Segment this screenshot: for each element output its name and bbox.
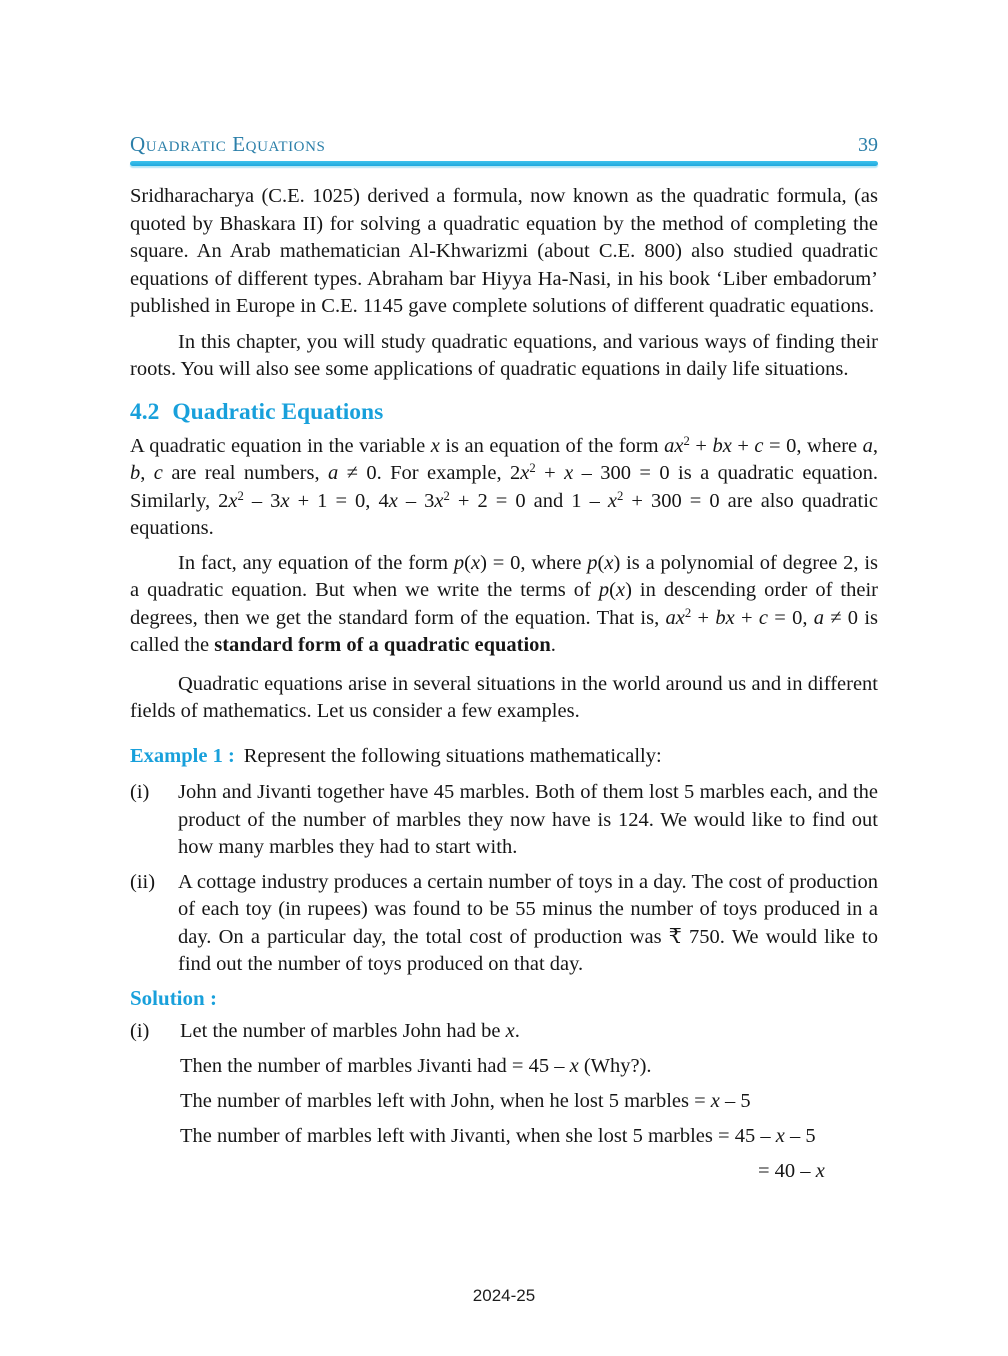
text-segment: x	[430, 434, 440, 457]
text-segment: p	[587, 551, 598, 574]
solution-block	[130, 1018, 878, 1185]
text-segment: +	[535, 462, 565, 484]
text-segment: x	[434, 489, 444, 512]
text-segment: c	[754, 434, 764, 457]
text-segment: – 3	[243, 489, 281, 512]
text-segment: x	[228, 489, 238, 512]
text-segment: x	[615, 579, 626, 601]
text-segment: + 2 = 0 and 1 –	[449, 489, 608, 512]
text-segment: ,	[140, 462, 154, 484]
text-segment: – 5	[719, 1089, 751, 1112]
solution-label: Solution :	[130, 985, 217, 1010]
text-segment: are real numbers,	[162, 462, 329, 484]
text-segment: – 3	[397, 489, 435, 512]
text-segment: ax	[665, 606, 685, 629]
text-segment: +	[691, 606, 716, 629]
text-segment: x	[470, 551, 481, 574]
list-item-ii-text: A cottage industry produces a certain number of toys in a day. The cost of production of each toy (in rupees) was found to be 55 minus the number of toys produced in a day. On a particular day, the total cost of production was ₹ 750. We would like to find out the number of toys produced on that day.	[178, 870, 878, 975]
text-segment: + 1 = 0, 4	[289, 489, 389, 512]
text-segment: ax	[664, 434, 684, 457]
text-segment: ≠ 0 is called the	[130, 606, 879, 656]
text-segment: x	[607, 489, 617, 512]
text-segment: b	[130, 462, 141, 484]
text-segment: x	[280, 489, 290, 512]
text-segment: x	[505, 1019, 515, 1042]
text-segment: is an equation of the form	[439, 434, 665, 457]
text-segment: (	[609, 579, 616, 601]
solution-line-4	[180, 1123, 878, 1150]
text-segment: 2	[529, 461, 536, 476]
text-segment: (	[464, 551, 471, 574]
section-title: Quadratic Equations	[172, 398, 384, 425]
header-rule	[130, 161, 878, 166]
example-item-ii	[130, 869, 878, 979]
text-segment: 2	[443, 488, 450, 503]
text-segment: = 40 –	[758, 1159, 816, 1182]
section-heading	[130, 399, 878, 426]
text-segment: ) = 0, where	[480, 551, 588, 574]
text-segment: = 0, where	[763, 434, 863, 457]
text-segment: a	[862, 434, 873, 457]
text-segment: (	[597, 551, 605, 574]
text-segment: – 300 = 0 is a quadratic equation. Similarly, 2	[130, 462, 879, 512]
text-segment: x	[815, 1159, 825, 1182]
text-segment: Then the number of marbles Jivanti had = 45 –	[180, 1054, 570, 1077]
solution-line-5	[180, 1158, 878, 1185]
text-segment: – 5	[784, 1124, 816, 1147]
text-segment: 2	[684, 605, 692, 620]
text-segment: a	[328, 462, 339, 484]
text-segment: c	[153, 462, 163, 484]
text-segment: x	[569, 1054, 579, 1077]
text-segment: Let the number of marbles John had be	[180, 1019, 506, 1042]
list-marker-i: (i)	[130, 781, 150, 803]
text-segment: .	[550, 634, 556, 656]
text-segment: In fact, any equation of the form	[178, 551, 454, 574]
page-header	[130, 0, 878, 157]
paragraph-history: Sridharacharya (C.E. 1025) derived a formula, now known as the quadratic formula, (as quoted by Bhaskara II) for solving a quadratic equation by the method of completing the square. An Arab mathematician Al-Khwarizmi (about C.E. 800) also studied quadratic equations of different types. Abraham bar Hiyya Ha-Nasi, in his book ‘Liber embadorum’ published in Europe in C.E. 1145 gave complete solutions of different quadratic equations.	[130, 185, 878, 317]
running-header-title: Quadratic Equations	[130, 132, 326, 156]
text-segment: p	[598, 579, 610, 601]
text-segment: c	[758, 606, 768, 629]
text-segment: ,	[872, 434, 879, 457]
text-segment: 2	[237, 488, 244, 503]
text-segment: x	[520, 462, 530, 484]
text-segment: x	[710, 1089, 720, 1112]
text-segment: +	[731, 434, 755, 457]
list-marker-ii: (ii)	[130, 870, 156, 893]
text-segment: x	[775, 1124, 785, 1147]
example-1-text: Represent the following situations mathematically:	[243, 744, 662, 767]
paragraph-definition	[130, 433, 878, 543]
text-segment: x	[604, 551, 614, 574]
solution-line-2	[180, 1053, 878, 1080]
text-segment: The number of marbles left with John, when he lost 5 marbles =	[180, 1089, 711, 1112]
text-segment: a	[813, 606, 824, 629]
solution-line-1	[180, 1018, 878, 1045]
text-segment: ) is a polynomial of degree 2, is a quadratic equation. But when we write the terms of	[130, 551, 878, 601]
text-segment: bx	[712, 434, 732, 457]
text-segment: (Why?).	[578, 1054, 652, 1077]
text-segment: .	[514, 1019, 520, 1042]
example-1-label: Example 1 :	[130, 744, 235, 767]
text-segment: bx	[715, 606, 735, 629]
paragraph-applications: Quadratic equations arise in several situations in the world around us and in different fields of mathematics. Let us consider a few examples.	[130, 672, 878, 722]
text-segment: The number of marbles left with Jivanti, when she lost 5 marbles = 45 –	[180, 1124, 776, 1147]
paragraph-chapter-overview: In this chapter, you will study quadratic equations, and various ways of finding their roots. You will also see some applications of quadratic equations in daily life situations.	[130, 330, 878, 380]
text-segment: standard form of a quadratic equation	[214, 634, 551, 656]
session-year: 2024-25	[472, 1286, 536, 1305]
text-segment: +	[689, 434, 713, 457]
page-number: 39	[858, 134, 878, 156]
example-item-i	[130, 779, 878, 862]
list-item-i-text: John and Jivanti together have 45 marbles. Both of them lost 5 marbles each, and the product of the number of marbles they now have is 124. We would like to find out how many marbles they had to start with.	[178, 781, 878, 858]
example-1-intro	[130, 743, 878, 771]
text-segment: +	[734, 606, 759, 629]
text-segment: = 0,	[767, 606, 814, 629]
text-segment: ) in descending order of their degrees, then we get the standard form of the equation. That is,	[130, 579, 878, 629]
text-segment: 2	[616, 488, 624, 503]
page-content	[130, 0, 878, 1185]
text-segment: + 300 = 0 are also quadratic equations.	[130, 489, 879, 539]
text-segment: x	[564, 462, 574, 484]
text-segment: x	[388, 489, 398, 512]
text-segment: ≠ 0. For example, 2	[338, 462, 521, 484]
text-segment: 2	[683, 433, 690, 448]
solution-line-3	[180, 1088, 878, 1115]
solution-item-marker: (i)	[130, 1019, 150, 1042]
paragraph-standard-form	[130, 550, 878, 660]
text-segment: A quadratic equation in the variable	[130, 434, 431, 457]
page-footer	[0, 1286, 1008, 1306]
text-segment: p	[453, 551, 465, 574]
section-number: 4.2	[130, 398, 160, 425]
